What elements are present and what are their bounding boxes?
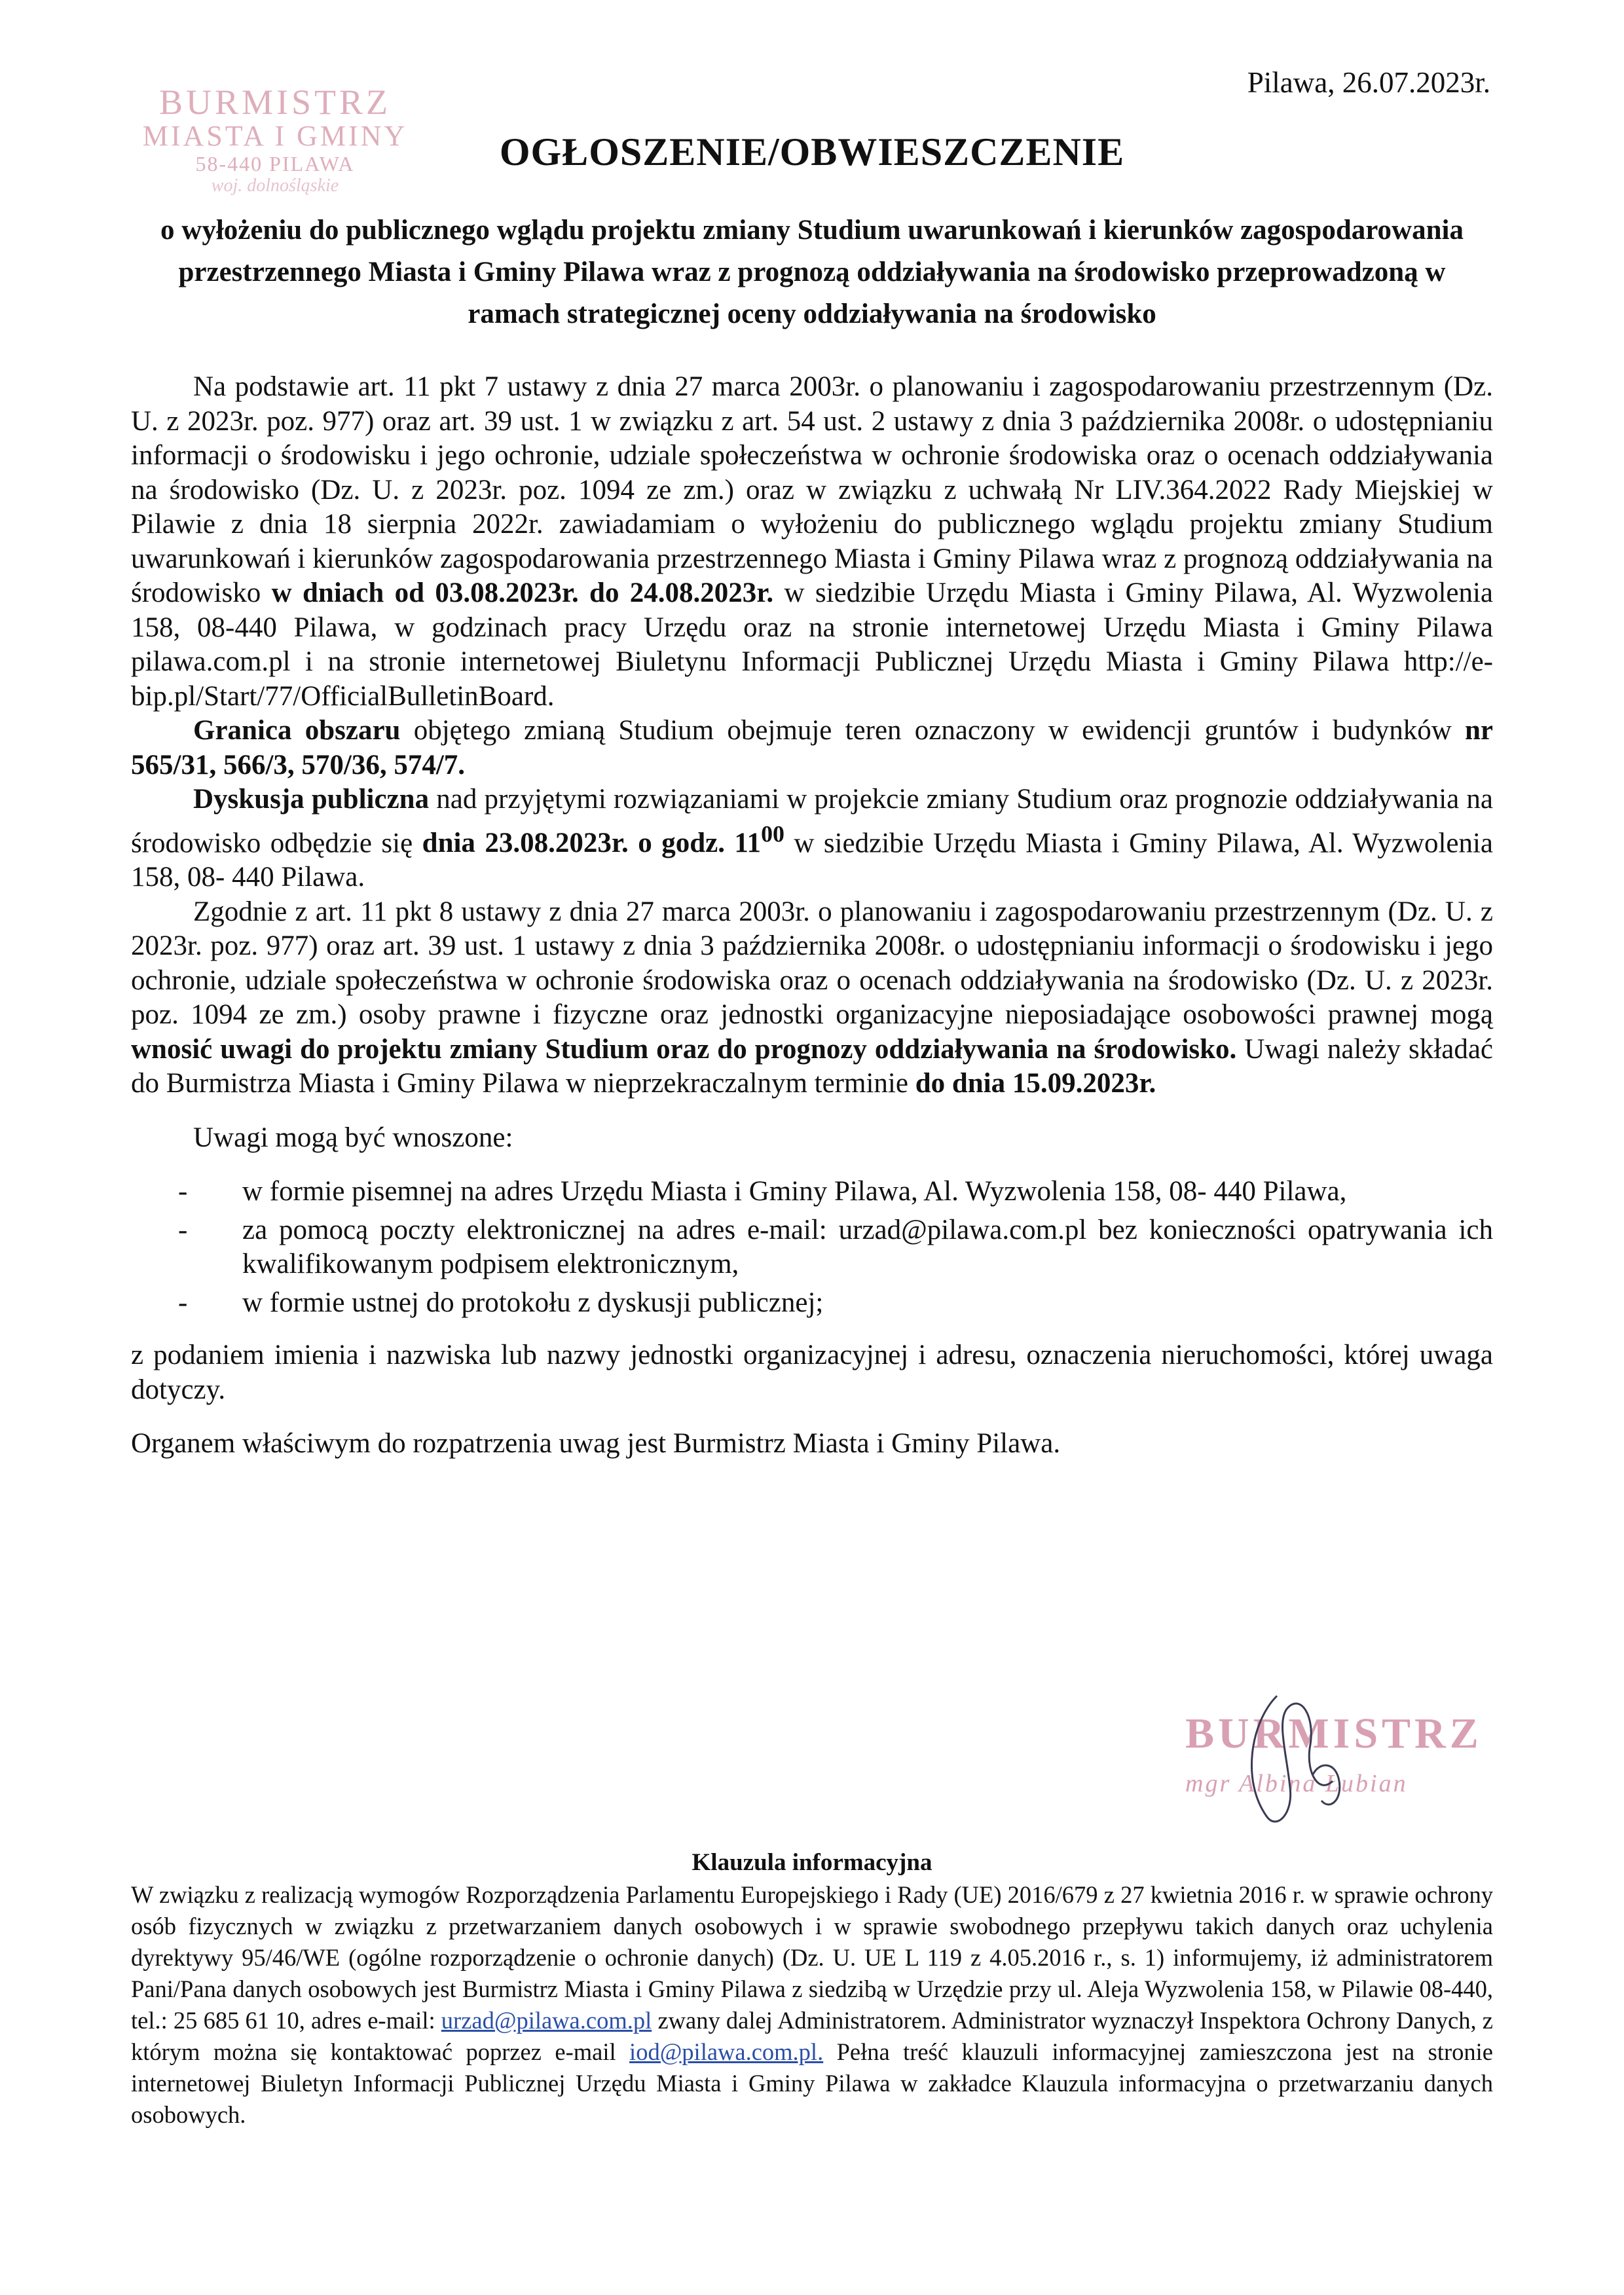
- stamp-line-3: 58-440 PILAWA: [195, 152, 355, 175]
- handwritten-signature-icon: [1179, 1683, 1454, 1833]
- remarks-methods-list: [131, 1175, 1493, 1320]
- list-item: [131, 1175, 1493, 1209]
- remarks-submit-text: Uwagi należy składać do Burmistrza Miasta i Gminy Pilawa w nieprzekraczalnym terminie: [131, 1033, 1493, 1099]
- paragraph-legal-basis: [131, 370, 1493, 714]
- area-boundary-text: objętego zmianą Studium obejmuje teren oznaczony w ewidencji gruntów i budynków: [413, 715, 1452, 746]
- info-clause-body: [131, 1879, 1493, 2131]
- document-title: OGŁOSZENIE/OBWIESZCZENIE: [499, 130, 1125, 174]
- list-item: [131, 1213, 1493, 1282]
- stamp-line-2: MIASTA I GMINY: [142, 120, 408, 152]
- list-item-text: w formie ustnej do protokołu z dyskusji publicznej;: [242, 1287, 824, 1318]
- clause-text-1: W związku z realizacją wymogów Rozporządzenia Parlamentu Europejskiego i Rady (UE) 2016/679 z 27 kwietnia 2016 r. w sprawie ochrony osób fizycznych w związku z przetwarzaniem danych osobowych i w sprawie swobodnego przepływu takich danych oraz uchylenia dyrektywy 95/46/WE (ogólne rozporządzenie o ochronie danych) (Dz. U. UE L 119 z 4.05.2016 r., s. 1) informujemy, iż administratorem Pani/Pana danych osobowych jest Burmistrz Miasta i Gminy Pilawa z siedzibą w Urzędzie przy ul. Aleja Wyzwolenia 158, w Pilawie 08-440, tel.: 25 685 61 10, adres e-mail:: [131, 1881, 1493, 2034]
- discussion-location: w siedzibie Urzędu Miasta i Gminy Pilawa, Al. Wyzwolenia 158, 08- 440 Pilawa.: [131, 827, 1494, 893]
- paragraph-area-boundary: [131, 714, 1493, 782]
- mayor-signature: [1179, 1683, 1483, 1833]
- office-email-link[interactable]: urzad@pilawa.com.pl: [441, 2007, 652, 2034]
- stamp-line-1: BURMISTRZ: [158, 83, 392, 122]
- clause-text-3: Pełna treść klauzuli informacyjnej zamieszczona jest na stronie internetowej Biuletyn Informacji Publicznej Urzędu Miasta i Gminy Pilawa w zakładce Klauzula informacyjna o przetwarzaniu danych osobowych.: [131, 2038, 1493, 2128]
- document-subject: o wyłożeniu do publicznego wglądu projektu zmiany Studium uwarunkowań i kierunków zagospodarowania przestrzennego Miasta i Gminy Pilawa wraz z prognozą oddziaływania na środowisko przeprowadzoną w ramach strategicznej oceny oddziaływania na środowisko: [160, 215, 1464, 329]
- legal-basis-text: Na podstawie art. 11 pkt 7 ustawy z dnia 27 marca 2003r. o planowaniu i zagospodarowaniu przestrzennym (Dz. U. z 2023r. poz. 977) oraz art. 39 ust. 1 w związku z art. 54 ust. 2 ustawy z dnia 3 października 2008r. o udostępnianiu informacji o środowisku i jego ochronie, udziale społeczeństwa w ochronie środowiska oraz o ocenach oddziaływania na środowisko (Dz. U. z 2023r. poz. 1094 ze zm.) oraz w związku z uchwałą Nr LIV.364.2022 Rady Miejskiej w Pilawie z dnia 18 sierpnia 2022r. zawiadamiam o wyłożeniu do publicznego wglądu projektu zmiany Studium uwarunkowań i kierunków zagospodarowania przestrzennego Miasta i Gminy Pilawa wraz z prognozą oddziaływania na środowisko: [131, 371, 1493, 608]
- list-item-text: za pomocą poczty elektronicznej na adres e-mail: urzad@pilawa.com.pl bez konieczności opatrywania ich kwalifikowanym podpisem elektronicznym,: [242, 1214, 1493, 1280]
- public-discussion-text: nad przyjętymi rozwiązaniami w projekcie zmiany Studium oraz prognozie oddziaływania na środowisko odbędzie się: [131, 784, 1493, 858]
- remarks-requirements: z podaniem imienia i nazwiska lub nazwy jednostki organizacyjnej i adresu, oznaczenia nieruchomości, której uwaga dotyczy.: [131, 1340, 1493, 1405]
- signature-stamp-title: BURMISTRZ: [1185, 1710, 1483, 1757]
- stamp-line-4: woj. dolnośląskie: [211, 175, 339, 196]
- display-location-text: w siedzibie Urzędu Miasta i Gminy Pilawa, Al. Wyzwolenia 158, 08-440 Pilawa, w godzinach pracy Urzędu oraz na stronie internetowej Urzędu Miasta i Gminy Pilawa pilawa.com.pl i na stronie internetowej Biuletynu Informacji Publicznej Urzędu Miasta i Gminy Pilawa http://e-bip.pl/Start/77/OfficialBulletinBoard.: [131, 578, 1494, 712]
- list-item-text: w formie pisemnej na adres Urzędu Miasta i Gminy Pilawa, Al. Wyzwolenia 158, 08- 440 Pilawa,: [242, 1176, 1347, 1207]
- discussion-date-time: [422, 820, 784, 858]
- plot-numbers: nr 565/31, 566/3, 570/36, 574/7.: [131, 715, 1493, 780]
- signature-stamp-name: mgr Albina Łubian: [1185, 1770, 1408, 1797]
- dash-bullet: -: [178, 1176, 188, 1207]
- competent-authority: Organem właściwym do rozpatrzenia uwag jest Burmistrz Miasta i Gminy Pilawa.: [131, 1428, 1061, 1460]
- paragraph-remarks-right: [131, 895, 1493, 1101]
- dash-bullet: -: [178, 1287, 188, 1318]
- remarks-subject: wnosić uwagi do projektu zmiany Studium oraz do prognozy oddziaływania na środowisko.: [131, 1033, 1237, 1065]
- paragraph-public-discussion: [131, 782, 1493, 895]
- clause-text-2: zwany dalej Administratorem. Administrator wyznaczył Inspektora Ochrony Danych, z którym można się kontaktować poprzez e-mail: [131, 2007, 1493, 2065]
- announcement-body: [131, 370, 1493, 1461]
- dash-bullet: -: [178, 1214, 188, 1245]
- display-dates: w dniach od 03.08.2023r. do 24.08.2023r.: [271, 578, 774, 608]
- area-boundary-label: Granica obszaru: [193, 715, 401, 746]
- list-item: [131, 1286, 1493, 1321]
- public-discussion-label: Dyskusja publiczna: [193, 784, 430, 815]
- place-date: Pilawa, 26.07.2023r.: [1247, 66, 1490, 99]
- discussion-time-minutes: 00: [761, 820, 784, 847]
- remarks-legal-text: Zgodnie z art. 11 pkt 8 ustawy z dnia 27 marca 2003r. o planowaniu i zagospodarowaniu przestrzennym (Dz. U. z 2023r. poz. 977) oraz art. 39 ust. 1 ustawy z dnia 3 października 2008r. o udostępnianiu informacji o środowisku i jego ochronie, udziale społeczeństwa w ochronie środowiska oraz o ocenach oddziaływania na środowisko (Dz. U. z 2023r. poz. 1094 ze zm.) osoby prawne i fizyczne oraz jednostki organizacyjne nieposiadające osobowości prawnej mogą: [131, 896, 1493, 1031]
- remarks-lead: Uwagi mogą być wnoszone:: [193, 1122, 513, 1153]
- info-clause-title: Klauzula informacyjna: [692, 1849, 932, 1876]
- iod-email-link[interactable]: iod@pilawa.com.pl.: [629, 2038, 824, 2065]
- remarks-deadline: do dnia 15.09.2023r.: [915, 1068, 1156, 1099]
- discussion-date: dnia 23.08.2023r. o godz. 11: [422, 827, 762, 858]
